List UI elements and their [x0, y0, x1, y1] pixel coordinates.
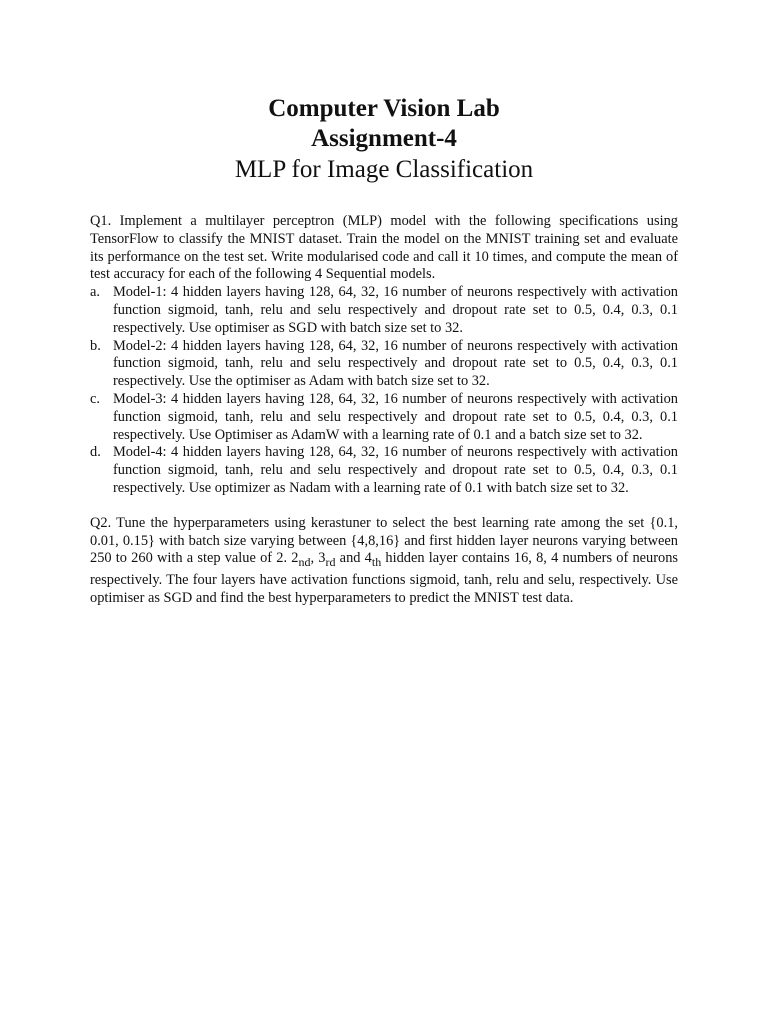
ordinal-suffix: nd [298, 555, 311, 570]
document-body [90, 213, 678, 608]
ordinal-suffix: rd [325, 555, 336, 570]
list-marker: a. [90, 284, 100, 301]
q2-text-part3: and 4 [335, 550, 372, 567]
model-item-2 [90, 338, 678, 391]
q2-text-part2: , 3 [310, 550, 326, 567]
list-marker: d. [90, 444, 101, 461]
list-item-text: Model-2: 4 hidden layers having 128, 64, 32, 16 number of neurons respectively with activation function sigmoid, tanh, relu and selu respectively and dropout rate set to 0.5, 0.4, 0.3, 0.1 respectively. Use the optimiser as Adam with batch size set to 32. [113, 337, 678, 390]
list-marker: b. [90, 337, 101, 354]
document-header [0, 94, 768, 186]
q1-intro: Q1. Implement a multilayer perceptron (MLP) model with the following specifications using TensorFlow to classify the MNIST dataset. Train the model on the MNIST training set and evaluate its performance on the test set. Write modularised code and call it 10 times, and compute the mean of test accuracy for each of the following 4 Sequential models. [90, 213, 678, 283]
list-item-text: Model-1: 4 hidden layers having 128, 64, 32, 16 number of neurons respectively with activation function sigmoid, tanh, relu and selu respectively and dropout rate set to 0.5, 0.4, 0.3, 0.1 respectively. Use optimiser as SGD with batch size set to 32. [113, 284, 678, 336]
course-title: Computer Vision Lab [268, 95, 500, 122]
assignment-title: Assignment-4 [311, 125, 457, 152]
model-item-1 [90, 284, 678, 337]
list-item-text: Model-4: 4 hidden layers having 128, 64, 32, 16 number of neurons respectively with activation function sigmoid, tanh, relu and selu respectively and dropout rate set to 0.5, 0.4, 0.3, 0.1 respectively. Use optimizer as Nadam with a learning rate of 0.1 with batch size set to 32. [113, 444, 678, 496]
model-list [90, 284, 678, 498]
q2-paragraph [90, 515, 678, 608]
list-marker: c. [90, 390, 100, 407]
model-item-4 [90, 444, 678, 497]
assignment-subtitle: MLP for Image Classification [234, 156, 534, 183]
list-item-text: Model-3: 4 hidden layers having 128, 64, 32, 16 number of neurons respectively with activation function sigmoid, tanh, relu and selu respectively and dropout rate set to 0.5, 0.4, 0.3, 0.1 respectively. Use Optimiser as AdamW with a learning rate of 0.1 and a batch size set to 32. [113, 390, 678, 443]
q2-text-part4: hidden layer contains 16, 8, 4 numbers of neurons respectively. The four layers have activation functions sigmoid, tanh, relu and selu, respectively. Use optimiser as SGD and find the best hyperparameters to predict the MNIST test data. [90, 550, 679, 606]
model-item-3 [90, 391, 678, 444]
q2-text-part1: Q2. Tune the hyperparameters using kerastuner to select the best learning rate among the set {0.1, 0.01, 0.15} with batch size varying between {4,8,16} and first hidden layer neurons varying between 250 to 260 with a step value of 2. 2 [90, 514, 678, 567]
ordinal-suffix: th [371, 555, 382, 570]
